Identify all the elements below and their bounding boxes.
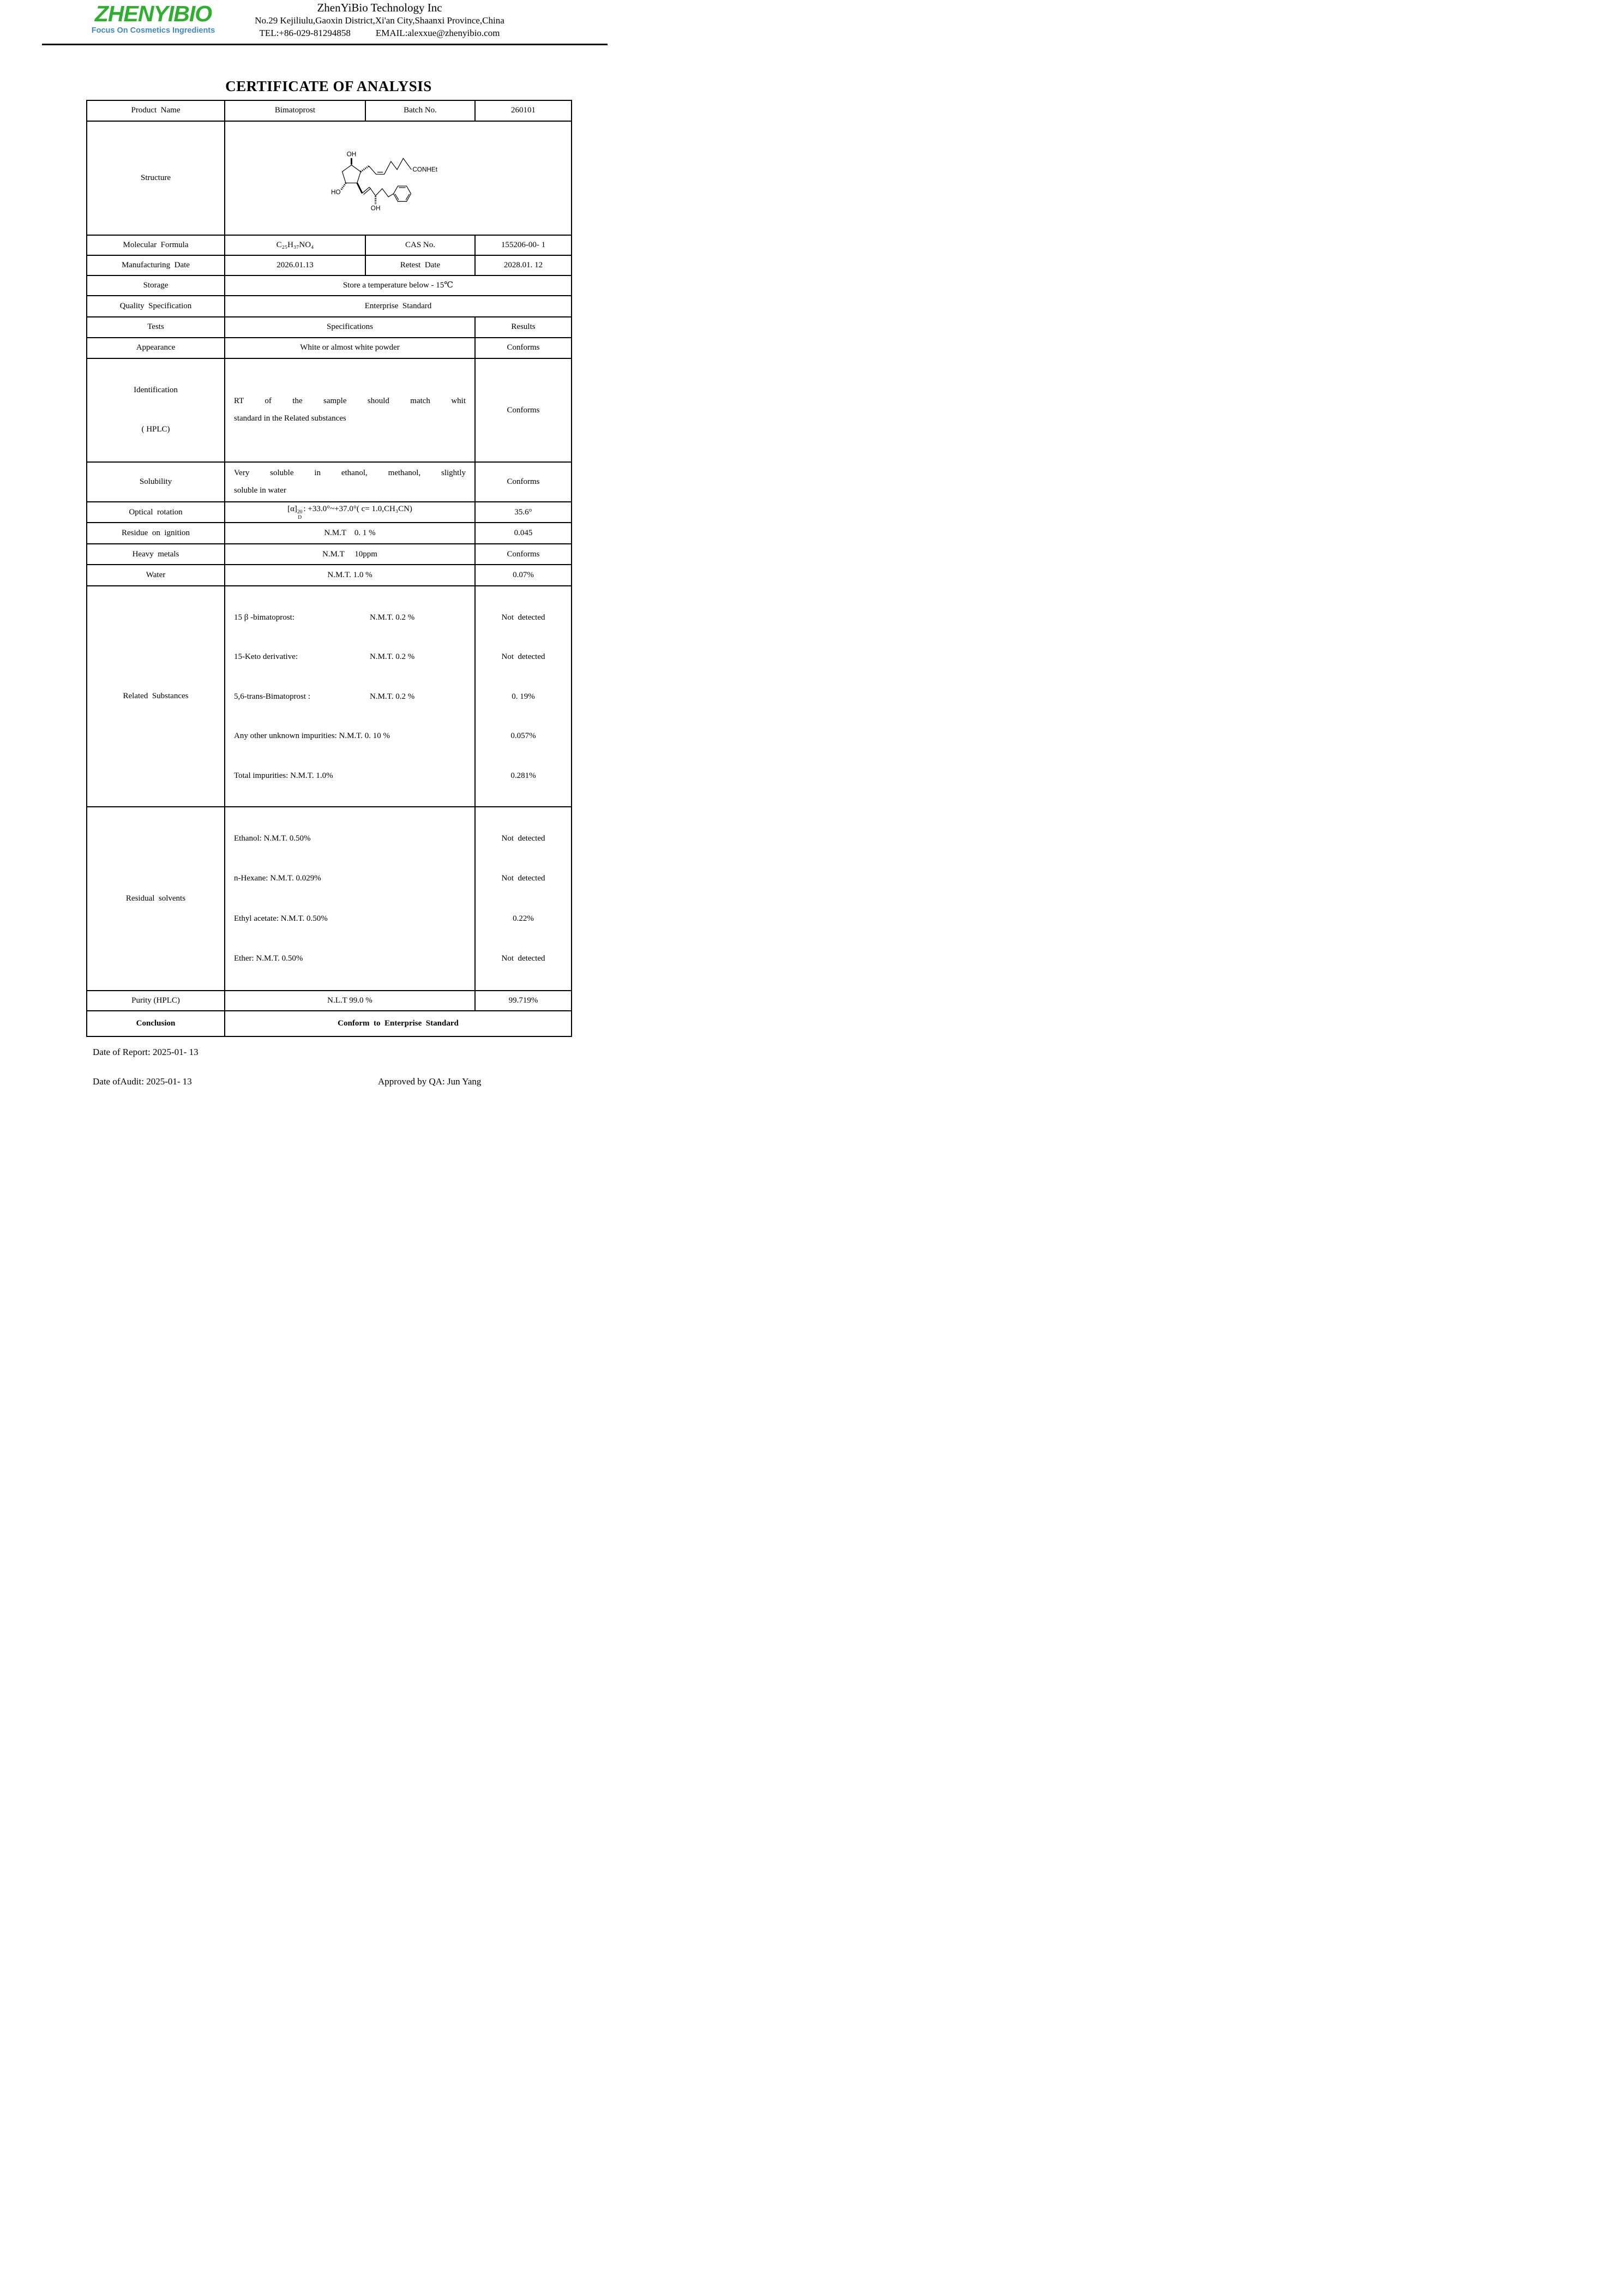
solvent-spec-line: n-Hexane: N.M.T. 0.029% [234,874,321,883]
mfg-date-value: 2026.01.13 [225,255,365,275]
cas-no-label: CAS No. [365,235,475,255]
conclusion-value: Conform to Enterprise Standard [225,1011,572,1036]
ho-left-label: HO [331,189,341,196]
company-tel: TEL:+86-029-81294858 [259,28,351,38]
appearance-result: Conforms [475,338,572,358]
related-spec-line: Total impurities: N.M.T. 1.0% [234,771,333,780]
storage-label: Storage [87,275,225,296]
solvent-result-line: Not detected [501,954,545,963]
table-row [87,358,572,463]
quality-spec-label: Quality Specification [87,296,225,317]
cyclopentane-ring [342,165,361,183]
contact-line [200,27,560,39]
solubility-spec: Very soluble in ethanol, methanol, slightly soluble in water [225,462,475,502]
solvent-spec-line: Ether: N.M.T. 0.50% [234,954,303,963]
purity-label: Purity (HPLC) [87,991,225,1011]
table-header-row [87,317,572,338]
table-row [87,544,572,565]
header-divider [42,44,608,45]
table-row [87,807,572,991]
optical-rotation-result: 35.6° [475,502,572,523]
heavy-metals-label: Heavy metals [87,544,225,565]
related-result-line: 0.281% [510,771,536,780]
coa-table [86,100,572,1037]
water-spec: N.M.T. 1.0 % [225,565,475,586]
retest-date-value: 2028.01. 12 [475,255,572,275]
residue-ignition-spec: N.M.T 0. 1 % [225,523,475,544]
coa-document [0,0,649,1087]
solvent-result-line: 0.22% [513,914,534,923]
structure-diagram [316,143,480,212]
lower-chain [369,187,393,197]
wedge-bond-lower-chain [357,183,362,193]
table-row [87,296,572,317]
related-result-line: Not detected [501,652,545,661]
molecular-formula-label: Molecular Formula [87,235,225,255]
solubility-result: Conforms [475,462,572,502]
table-row [87,338,572,358]
company-info [200,1,560,39]
solvent-result-line: Not detected [501,874,545,883]
residual-solvents-label: Residual solvents [87,807,225,991]
mfg-date-label: Manufacturing Date [87,255,225,275]
logo-tagline: Focus On Cosmetics Ingredients [91,26,215,35]
identification-label: Identification ( HPLC) [87,358,225,463]
solvent-spec-line: Ethyl acetate: N.M.T. 0.50% [234,914,328,923]
appearance-spec: White or almost white powder [225,338,475,358]
optical-rotation-label: Optical rotation [87,502,225,523]
optical-exponent: 20 D [297,509,303,520]
related-spec-line: Any other unknown impurities: N.M.T. 0. 10 % [234,732,390,740]
page-title: CERTIFICATE OF ANALYSIS [225,77,432,94]
batch-no-label: Batch No. [365,100,475,121]
audit-line [93,1076,649,1088]
table-row [87,100,572,121]
residual-solvents-result [475,807,572,991]
water-result: 0.07% [475,565,572,586]
storage-value: Store a temperature below - 15℃ [225,275,572,296]
table-row [87,255,572,275]
table-row [87,462,572,502]
phenyl-ring [394,186,411,201]
identification-result: Conforms [475,358,572,463]
structure-label: Structure [87,121,225,235]
related-result-line: 0.057% [510,732,536,740]
oh-bottom-label: OH [370,205,381,212]
logo-text: ZHENYIBIO [94,1,212,26]
molecular-formula-value: C₂₅H₃₇NO₄ [225,235,365,255]
identification-spec: RT of the sample should match whit standard in the Related substances [225,358,475,463]
quality-spec-value: Enterprise Standard [225,296,572,317]
conclusion-label: Conclusion [87,1011,225,1036]
table-row [87,991,572,1011]
solvent-result-line: Not detected [501,834,545,843]
document-header [0,0,649,44]
structure-cell [225,121,572,235]
upper-chain [369,158,411,174]
appearance-label: Appearance [87,338,225,358]
cas-no-value: 155206-00- 1 [475,235,572,255]
table-row [87,523,572,544]
company-name: ZhenYiBio Technology Inc [317,1,442,14]
heavy-metals-spec: N.M.T 10ppm [225,544,475,565]
related-spec-line: 15 β -bimatoprost: N.M.T. 0.2 % [234,613,415,622]
related-substances-spec [225,586,475,807]
oh-top-label: OH [346,151,357,158]
residual-solvents-spec [225,807,475,991]
purity-spec: N.L.T 99.0 % [225,991,475,1011]
hash-bond-upper-chain [360,166,369,171]
related-result-line: Not detected [501,613,545,622]
product-name-label: Product Name [87,100,225,121]
table-row [87,121,572,235]
residue-ignition-label: Residue on ignition [87,523,225,544]
related-spec-line: 5,6-trans-Bimatoprost : N.M.T. 0.2 % [234,692,415,701]
results-header: Results [475,317,572,338]
solubility-label: Solubility [87,462,225,502]
table-row [87,502,572,523]
residue-ignition-result: 0.045 [475,523,572,544]
tests-header: Tests [87,317,225,338]
table-row [87,565,572,586]
batch-no-value: 260101 [475,100,572,121]
audit-date: Date ofAudit: 2025-01- 13 [93,1076,192,1087]
table-row [87,1011,572,1036]
table-row [87,586,572,807]
optical-rotation-spec: [α] 20 D : +33.0°~+37.0°( c= 1.0,CH₃CN) [225,502,475,523]
product-name-value: Bimatoprost [225,100,365,121]
conhet-label: CONHEt [412,166,438,173]
report-date: Date of Report: 2025-01- 13 [93,1046,199,1057]
solvent-spec-line: Ethanol: N.M.T. 0.50% [234,834,311,843]
approved-by-qa: Approved by QA: Jun Yang [378,1076,482,1087]
retest-date-label: Retest Date [365,255,475,275]
purity-result: 99.719% [475,991,572,1011]
specifications-header: Specifications [225,317,475,338]
related-spec-line: 15-Keto derivative: N.M.T. 0.2 % [234,652,415,661]
related-result-line: 0. 19% [512,692,535,701]
heavy-metals-result: Conforms [475,544,572,565]
water-label: Water [87,565,225,586]
hash-bond-ho [341,183,346,189]
table-row [87,235,572,255]
related-substances-result [475,586,572,807]
company-email: EMAIL:alexxue@zhenyibio.com [375,28,500,38]
company-address: No.29 Kejiliulu,Gaoxin District,Xi'an City,Shaanxi Province,China [255,15,504,26]
table-row [87,275,572,296]
related-substances-label: Related Substances [87,586,225,807]
